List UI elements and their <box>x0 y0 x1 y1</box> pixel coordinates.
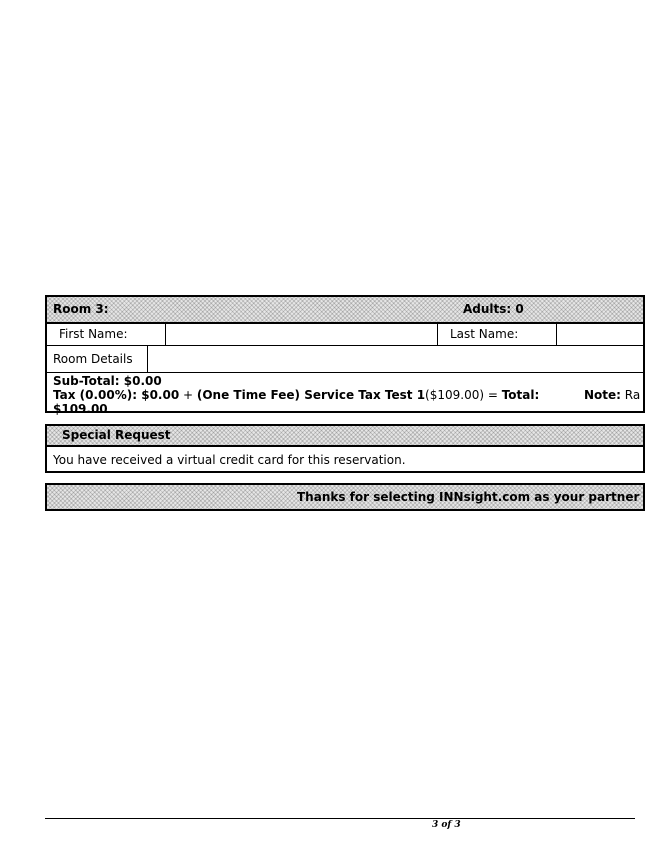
thanks-text: Thanks for selecting INNsight.com as your partner <box>297 490 640 504</box>
tax-line <box>53 388 637 402</box>
room-details-divider <box>147 346 148 372</box>
last-name-label-divider <box>437 324 438 345</box>
special-request-text: You have received a virtual credit card for this reservation. <box>53 453 406 467</box>
total-value: $109.00 <box>53 402 108 416</box>
first-name-label: First Name: <box>59 327 128 341</box>
last-name-divider <box>556 324 557 345</box>
room-label: Room 3: <box>53 302 109 316</box>
note-label: Note: <box>584 388 621 402</box>
note <box>584 388 640 402</box>
room-header <box>47 297 643 324</box>
special-request-section <box>45 424 645 473</box>
last-name-label: Last Name: <box>450 327 519 341</box>
subtotal: Sub-Total: $0.00 <box>53 374 162 388</box>
room-details-row <box>47 346 643 373</box>
room-details-label: Room Details <box>53 352 133 366</box>
page-number: 3 of 3 <box>432 820 461 830</box>
footer-divider <box>45 818 635 819</box>
total-label: Total: <box>501 388 540 402</box>
first-name-divider <box>165 324 166 345</box>
note-text: Ra <box>620 388 641 402</box>
adults-count: Adults: 0 <box>463 302 524 316</box>
tax-amount: Tax (0.00%): $0.00 <box>53 388 180 402</box>
fee-amount: ($109.00) = <box>425 388 502 402</box>
special-request-title: Special Request <box>47 426 643 447</box>
plus-sign: + <box>179 388 197 402</box>
room-section <box>45 295 645 416</box>
thanks-banner <box>45 483 645 511</box>
fee-name: (One Time Fee) Service Tax Test 1 <box>196 388 426 402</box>
totals-block <box>47 373 643 416</box>
guest-name-row <box>47 324 643 346</box>
